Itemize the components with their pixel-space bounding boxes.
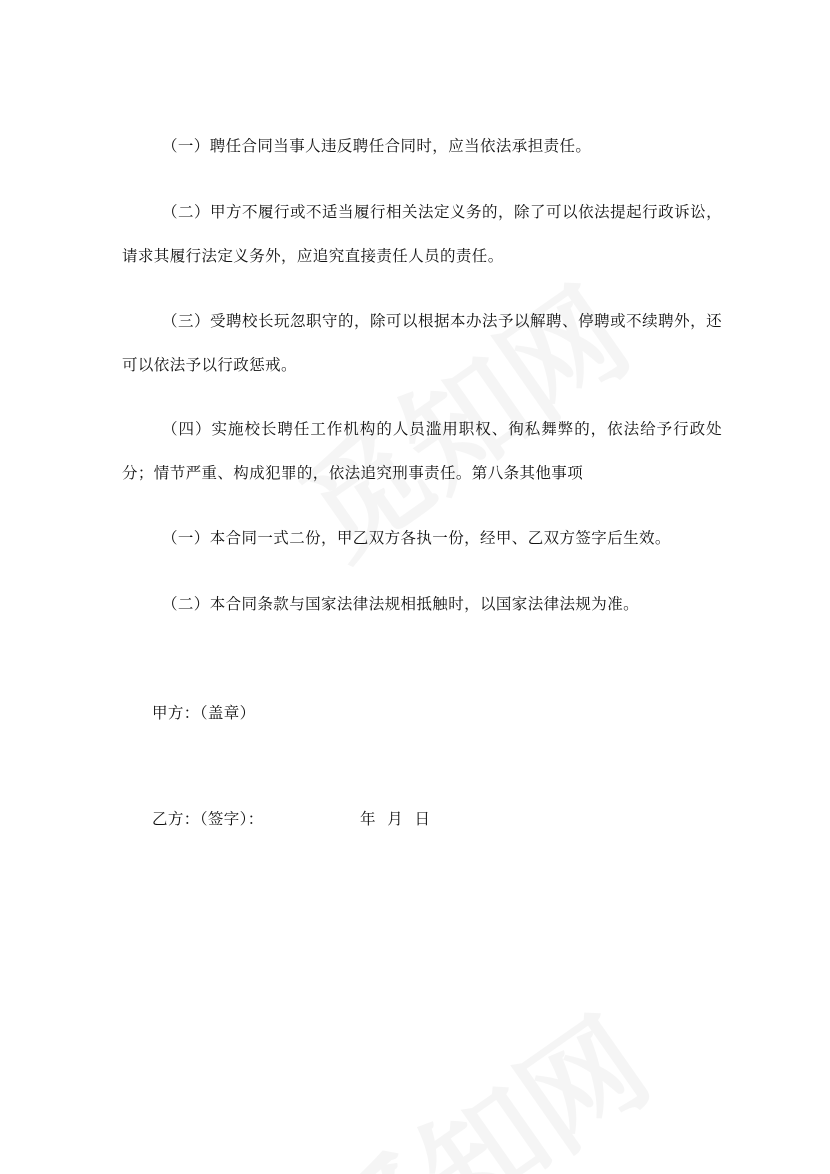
party-a-signature-line: 甲方：（盖章）: [152, 704, 256, 722]
paragraph-6: （二）本合同条款与国家法律法规相抵触时，以国家法律法规为准。: [162, 595, 640, 613]
signature-date: 年 月 日: [360, 810, 431, 828]
party-b-signature-line: 乙方：（签字）：: [152, 810, 264, 828]
watermark: [283, 972, 677, 1174]
paragraph-2: （二）甲方不履行或不适当履行相关法定义务的，除了可以依法提起行政诉讼，请求其履行法定义务外，应追究直接责任人员的责任。: [122, 203, 722, 265]
paragraph-1: （一）聘任合同当事人违反聘任合同时，应当依法承担责任。: [162, 137, 592, 155]
paragraph-5: （一）本合同一式二份，甲乙双方各执一份，经甲、乙双方签字后生效。: [162, 529, 671, 547]
paragraph-3: （三）受聘校长玩忽职守的，除可以根据本办法予以解聘、停聘或不续聘外，还可以依法予以行政惩戒。: [122, 312, 722, 374]
paragraph-4: （四）实施校长聘任工作机构的人员滥用职权、徇私舞弊的，依法给予行政处分；情节严重、构成犯罪的，依法追究刑事责任。第八条其他事项: [122, 420, 722, 482]
